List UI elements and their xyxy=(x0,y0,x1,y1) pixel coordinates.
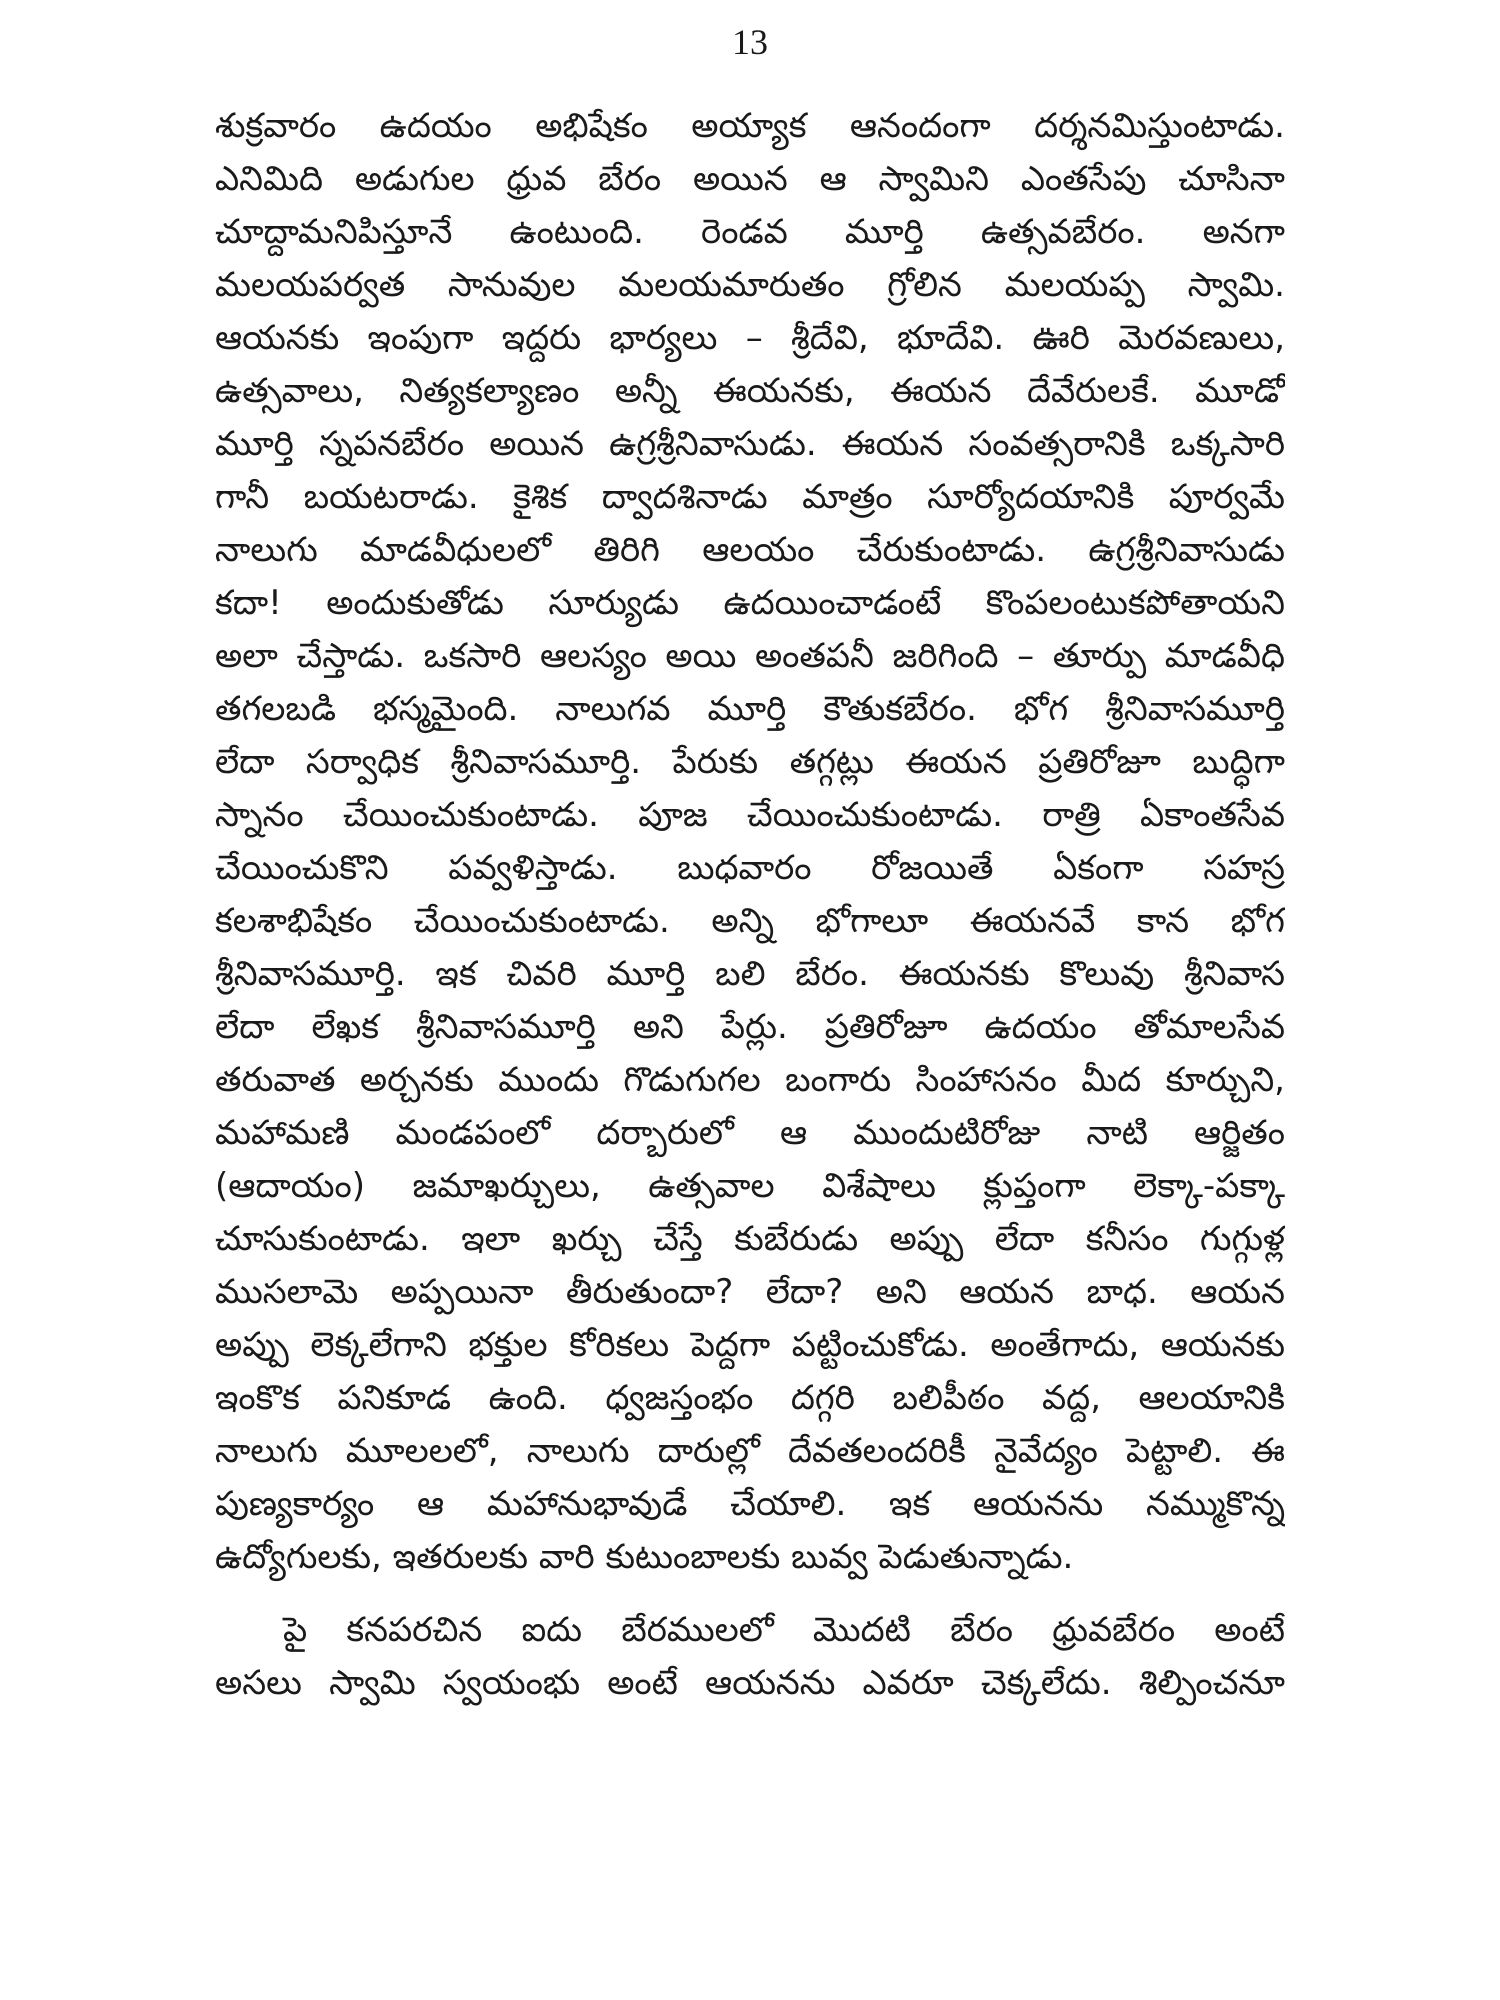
text-line: చూసుకుంటాడు. ఇలా ఖర్చు చేస్తే కుబేరుడు అప్పు లేదా కనీసం గుగ్గుళ్ల xyxy=(215,1219,1285,1259)
paragraph xyxy=(215,100,1285,1584)
text-line: కదా! అందుకుతోడు సూర్యుడు ఉదయించాడంటే కొంపలంటుకపోతాయని xyxy=(215,583,1285,623)
text-line: మూర్తి స్నపనబేరం అయిన ఉగ్రశ్రీనివాసుడు. ఈయన సంవత్సరానికి ఒక్కసారి xyxy=(215,424,1285,464)
text-line: ఎనిమిది అడుగుల ధ్రువ బేరం అయిన ఆ స్వామిని ఎంతసేపు చూసినా xyxy=(215,159,1285,199)
page-number: 13 xyxy=(732,22,768,62)
text-line: చూద్దామనిపిస్తూనే ఉంటుంది. రెండవ మూర్తి ఉత్సవబేరం. అనగా xyxy=(215,212,1285,252)
text-line: ఉద్యోగులకు, ఇతరులకు వారి కుటుంబాలకు బువ్వ పెడుతున్నాడు. xyxy=(215,1537,1074,1577)
text-line: అలా చేస్తాడు. ఒకసారి ఆలస్యం అయి అంతపనీ జరిగింది – తూర్పు మాడవీధి xyxy=(215,636,1285,676)
paragraph xyxy=(215,1604,1285,1710)
text-line: అప్పు లెక్కలేగాని భక్తుల కోరికలు పెద్దగా పట్టించుకోడు. అంతేగాదు, ఆయనకు xyxy=(215,1325,1285,1365)
text-line: అసలు స్వామి స్వయంభు అంటే ఆయనను ఎవరూ చెక్కలేదు. శిల్పించనూ xyxy=(215,1663,1285,1703)
paragraph-gap xyxy=(215,1584,1285,1604)
text-line: ముసలామె అప్పయినా తీరుతుందా? లేదా? అని ఆయన బాధ. ఆయన xyxy=(215,1272,1285,1312)
text-line: పుణ్యకార్యం ఆ మహానుభావుడే చేయాలి. ఇక ఆయనను నమ్ముకొన్న xyxy=(215,1484,1285,1524)
text-line: లేదా సర్వాధిక శ్రీనివాసమూర్తి. పేరుకు తగ్గట్లు ఈయన ప్రతిరోజూ బుద్ధిగా xyxy=(215,742,1285,782)
text-line: ఉత్సవాలు, నిత్యకల్యాణం అన్నీ ఈయనకు, ఈయన దేవేరులకే. మూడో xyxy=(215,371,1285,411)
text-line: ఇంకొక పనికూడ ఉంది. ధ్వజస్తంభం దగ్గరి బలిపీఠం వద్ద, ఆలయానికి xyxy=(215,1378,1285,1418)
body-text xyxy=(215,100,1285,1710)
text-line: ఆయనకు ఇంపుగా ఇద్దరు భార్యలు – శ్రీదేవి, భూదేవి. ఊరి మెరవణులు, xyxy=(215,318,1285,358)
text-line: శుక్రవారం ఉదయం అభిషేకం అయ్యాక ఆనందంగా దర్శనమిస్తుంటాడు. xyxy=(215,106,1285,146)
text-line: లేదా లేఖక శ్రీనివాసమూర్తి అని పేర్లు. ప్రతిరోజూ ఉదయం తోమాలసేవ xyxy=(215,1007,1285,1047)
text-line: నాలుగు మాడవీధులలో తిరిగి ఆలయం చేరుకుంటాడు. ఉగ్రశ్రీనివాసుడు xyxy=(215,530,1285,570)
text-line: శ్రీనివాసమూర్తి. ఇక చివరి మూర్తి బలి బేరం. ఈయనకు కొలువు శ్రీనివాస xyxy=(215,954,1285,994)
text-line: మహామణి మండపంలో దర్బారులో ఆ ముందుటిరోజు నాటి ఆర్జితం xyxy=(215,1113,1285,1153)
text-line: గానీ బయటరాడు. కైశిక ద్వాదశినాడు మాత్రం సూర్యోదయానికి పూర్వమే xyxy=(215,477,1285,517)
text-line: నాలుగు మూలలలో, నాలుగు దారుల్లో దేవతలందరికీ నైవేద్యం పెట్టాలి. ఈ xyxy=(215,1431,1285,1471)
text-line: చేయించుకొని పవ్వళిస్తాడు. బుధవారం రోజయితే ఏకంగా సహస్ర xyxy=(215,848,1285,888)
text-line: పై కనపరచిన ఐదు బేరములలో మొదటి బేరం ధ్రువబేరం అంటే xyxy=(283,1610,1285,1650)
text-line: స్నానం చేయించుకుంటాడు. పూజ చేయించుకుంటాడు. రాత్రి ఏకాంతసేవ xyxy=(215,795,1285,835)
text-line: (ఆదాయం) జమాఖర్చులు, ఉత్సవాల విశేషాలు క్లుప్తంగా లెక్కా-పక్కా xyxy=(215,1166,1285,1206)
text-line: మలయపర్వత సానువుల మలయమారుతం గ్రోలిన మలయప్ప స్వామి. xyxy=(215,265,1285,305)
text-line: తరువాత అర్చనకు ముందు గొడుగుగల బంగారు సింహాసనం మీద కూర్చుని, xyxy=(215,1060,1285,1100)
text-line: కలశాభిషేకం చేయించుకుంటాడు. అన్ని భోగాలూ ఈయనవే కాన భోగ xyxy=(215,901,1285,941)
text-line: తగలబడి భస్మమైంది. నాలుగవ మూర్తి కౌతుకబేరం. భోగ శ్రీనివాసమూర్తి xyxy=(215,689,1285,729)
